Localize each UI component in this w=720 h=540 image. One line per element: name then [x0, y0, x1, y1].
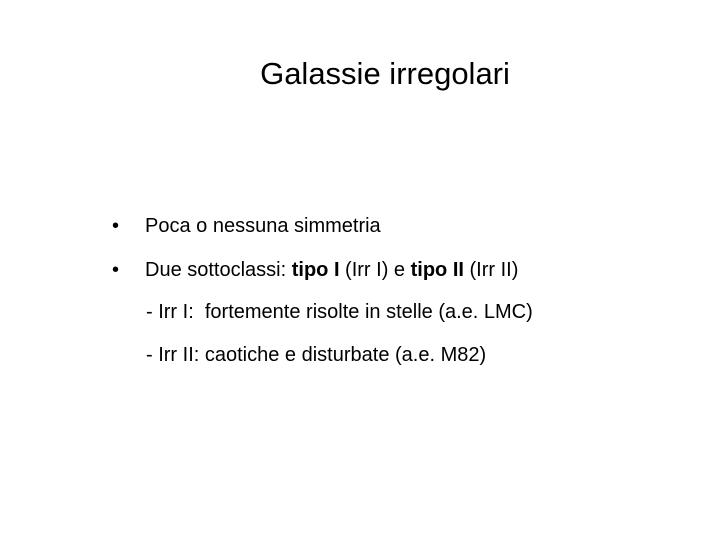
- sub-item-irr-two: - Irr II: caotiche e disturbate (a.e. M82): [146, 344, 487, 366]
- bullet-text: [145, 257, 518, 283]
- bullet-text-part: (Irr II): [463, 259, 519, 281]
- bullet-marker: •: [112, 259, 120, 281]
- bullet-text-part: Due sottoclassi:: [145, 259, 292, 281]
- bullet-marker: •: [112, 215, 120, 237]
- bullet-text: Poca o nessuna simmetria: [145, 215, 381, 237]
- bullet-text-part: (Irr I) e: [339, 259, 411, 281]
- slide-title: Galassie irregolari: [260, 56, 510, 91]
- bullet-bold-type-two: tipo II: [410, 259, 464, 281]
- bullet-bold-type-one: tipo I: [291, 259, 340, 281]
- sub-item-irr-one: - Irr I: fortemente risolte in stelle (a.e. LMC): [146, 301, 533, 323]
